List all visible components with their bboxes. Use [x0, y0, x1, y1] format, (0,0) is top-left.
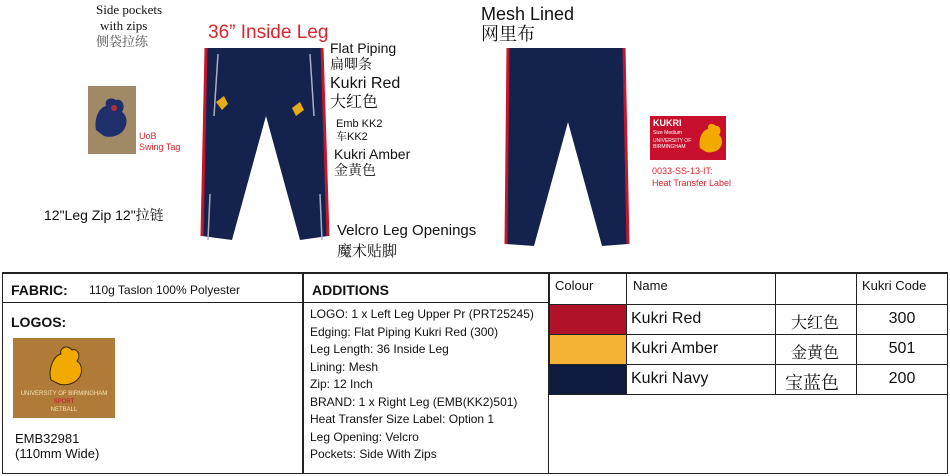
kukri-red-cn: 大红色 [330, 94, 379, 111]
velcro-en: Velcro Leg Openings [337, 222, 477, 239]
kukri-amber-note [334, 146, 410, 178]
leg-zip-note: 12"Leg Zip 12"拉链 [44, 207, 164, 223]
logo-lion-icon [45, 342, 85, 388]
kukri-amber-cn: 金黄色 [334, 162, 376, 178]
header-code: Kukri Code [862, 278, 927, 293]
htl-line2: Heat Transfer Label [652, 178, 732, 188]
emb-cn: 车KK2 [336, 131, 368, 143]
fabric-logos-panel [2, 273, 303, 474]
side-pockets-en2: with zips [100, 18, 148, 33]
row-code: 501 [888, 340, 916, 357]
logo-line3: NETBALL [50, 407, 78, 413]
kukri-red-en: Kukri Red [330, 75, 401, 92]
header-colour: Colour [555, 278, 594, 293]
side-pockets-note [96, 2, 162, 50]
swatch-navy [550, 365, 626, 394]
header-name: Name [633, 278, 668, 293]
label-uni-line1: UNIVERSITY OF [653, 138, 692, 144]
kukri-amber-en: Kukri Amber [334, 146, 411, 162]
side-pockets-en: Side pockets [96, 2, 163, 17]
label-lion-icon [696, 120, 724, 156]
additions-item: LOGO: 1 x Left Leg Upper Pr (PRT25245) [310, 307, 534, 321]
flat-piping-note [330, 40, 396, 72]
side-pockets-cn: 侧袋拉练 [96, 34, 149, 49]
fabric-label: FABRIC: [11, 282, 68, 298]
logo-preview [13, 338, 115, 418]
emb-note [336, 118, 382, 144]
swing-tag-line1: UoB [139, 131, 157, 141]
logo-line1: UNIVERSITY OF BIRMINGHAM [20, 391, 108, 397]
fabric-row [3, 274, 302, 303]
additions-item: Leg Opening: Velcro [310, 429, 419, 444]
swing-tag-image [88, 86, 136, 154]
additions-list [310, 306, 534, 464]
additions-header [304, 274, 548, 303]
logo-code: EMB32981 [15, 431, 80, 446]
row-name: Kukri Navy [631, 370, 709, 387]
swing-tag-lion-icon [88, 86, 136, 154]
logos-label: LOGOS: [11, 314, 67, 330]
front-pants-drawing [196, 44, 332, 250]
section-divider [2, 272, 948, 273]
swing-tag-line2: Swing Tag [139, 142, 181, 152]
additions-item: BRAND: 1 x Right Leg (EMB(KK2)501) [310, 394, 518, 409]
row-code: 200 [888, 370, 916, 387]
additions-item: Lining: Mesh [310, 359, 379, 374]
swing-tag-note [139, 131, 180, 153]
htl-line1: 0033-SS-13-IT: [652, 166, 713, 176]
row-name: Kukri Red [631, 310, 702, 327]
logo-width: (110mm Wide) [15, 446, 100, 461]
additions-item: Pockets: Side With Zips [310, 447, 437, 461]
additions-item: Heat Transfer Size Label: Option 1 [310, 412, 495, 426]
logo-spec [15, 431, 99, 461]
row-cn: 宝蓝色 [785, 373, 839, 393]
mesh-note [481, 4, 574, 44]
emb-en: Emb KK2 [336, 118, 383, 130]
additions-item: Edging: Flat Piping Kukri Red (300) [310, 324, 499, 339]
heat-transfer-note [652, 165, 731, 189]
row-cn: 大红色 [791, 315, 840, 332]
velcro-note [337, 220, 476, 262]
mesh-cn: 网里布 [481, 24, 535, 44]
row-name: Kukri Amber [631, 340, 719, 357]
flat-piping-cn: 扁唧条 [330, 56, 372, 72]
inside-leg-note: 36” Inside Leg [208, 22, 329, 43]
back-pants-drawing [498, 44, 634, 250]
heat-transfer-label-image [650, 116, 726, 160]
kukri-red-note [330, 74, 400, 112]
row-code: 300 [888, 310, 916, 327]
additions-item: Leg Length: 36 Inside Leg [310, 342, 449, 356]
flat-piping-en: Flat Piping [330, 40, 397, 56]
swatch-red [550, 305, 626, 334]
logo-line2: SPORT [53, 399, 75, 405]
colour-table-empty-area [549, 395, 948, 474]
label-size: Size Medium [653, 130, 682, 136]
additions-panel [303, 273, 549, 474]
swatch-amber [550, 335, 626, 364]
logo-text [13, 390, 115, 414]
fabric-value: 110g Taslon 100% Polyester [89, 283, 240, 297]
mesh-en: Mesh Lined [481, 4, 575, 24]
label-brand: KUKRI [653, 118, 682, 128]
colour-table [549, 273, 948, 395]
label-uni [653, 138, 691, 150]
row-cn: 金黄色 [791, 345, 840, 362]
additions-item: Zip: 12 Inch [310, 377, 373, 391]
additions-label: ADDITIONS [312, 282, 389, 298]
velcro-cn: 魔术贴脚 [337, 243, 398, 260]
label-uni-line2: BIRMINGHAM [653, 144, 686, 150]
